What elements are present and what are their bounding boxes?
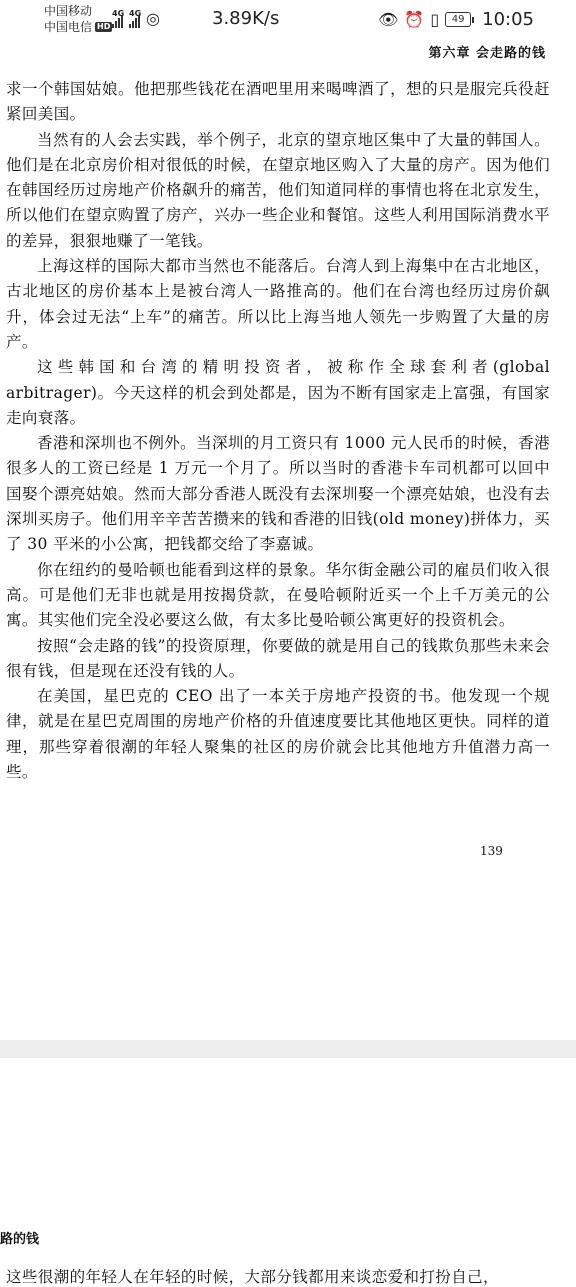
hotspot-icon: ◎ [146, 9, 160, 28]
carrier-2-label: 中国电信 [44, 20, 93, 34]
status-clock: 10:05 [482, 9, 534, 30]
paragraph: 求一个韩国姑娘。他把那些钱花在酒吧里用来喝啤酒了，想的只是服完兵役赶紧回美国。 [6, 80, 550, 124]
next-page-first-line: 这些很潮的年轻人在年轻的时候，大部分钱都用来谈恋爱和打扮自己， [6, 1268, 499, 1286]
eye-icon: 👁 [378, 10, 399, 29]
alarm-icon: ⏰ [404, 10, 425, 29]
page-number: 139 [480, 844, 503, 858]
battery-level: 49 [445, 12, 471, 27]
carrier-1-label: 中国移动 [44, 4, 93, 18]
signal-1-network-label: 4G [112, 9, 125, 18]
paragraph: 这些韩国和台湾的精明投资者，被称作全球套利者(global arbitrager)。今天这样的机会到处都是，因为不断有国家走上富强，有国家走向衰落。 [6, 358, 550, 427]
paragraph: 在美国，星巴克的 CEO 出了一本关于房地产投资的书。他发现一个规律，就是在星巴克周围的房地产价格的升值速度要比其他地区更快。同样的道理，那些穿着很潮的年轻人聚集的社区的房价就会比其他地方升值潜力高一些。 [6, 687, 550, 782]
page-divider [0, 1040, 576, 1058]
vibrate-icon: ▯ [430, 10, 440, 29]
signal-icon [129, 9, 142, 28]
signal-icon [112, 9, 125, 28]
next-page-header: 路的钱 [0, 1232, 40, 1247]
paragraph: 香港和深圳也不例外。当深圳的月工资只有 1000 元人民币的时候，香港很多人的工资已经是 1 万元一个月了。所以当时的香港卡车司机都可以回中国娶个漂亮姑娘。然而大部分香港人既没有去深圳娶一个漂亮姑娘，也没有去深圳买房子。他们用辛辛苦苦攒来的钱和香港的旧钱(old money)拼体力，买了 30 平米的小公寓，把钱都交给了李嘉诚。 [6, 434, 550, 554]
signal-2-network-label: 4G [129, 9, 142, 18]
paragraph: 当然有的人会去实践，举个例子，北京的望京地区集中了大量的韩国人。他们是在北京房价相对很低的时候，在望京地区购入了大量的房产。因为他们在韩国经历过房地产价格飙升的痛苦，他们知道同样的事情也将在北京发生，所以他们在望京购置了房产，兴办一些企业和餐馆。这些人利用国际消费水平的差异，狠狠地赚了一笔钱。 [6, 130, 550, 250]
signal-indicators [112, 10, 160, 28]
network-speed: 3.89K/s [212, 8, 280, 29]
carrier-info [44, 3, 112, 35]
paragraph: 按照“会走路的钱”的投资原理，你要做的就是用自己的钱欺负那些未来会很有钱，但是现在还没有钱的人。 [6, 636, 550, 680]
chapter-header: 第六章 会走路的钱 [428, 46, 546, 61]
hd-badge: HD [97, 22, 111, 31]
paragraph: 上海这样的国际大都市当然也不能落后。台湾人到上海集中在古北地区，古北地区的房价基本上是被台湾人一路推高的。他们在台湾也经历过房价飙升，体会过无法“上车”的痛苦。所以比上海当地人领先一步购置了大量的房产。 [6, 257, 550, 351]
battery-icon [445, 12, 474, 27]
book-page[interactable] [6, 77, 550, 785]
status-bar [0, 0, 576, 40]
paragraph: 你在纽约的曼哈顿也能看到这样的景象。华尔街金融公司的雇员们收入很高。可是他们无非也就是用按揭贷款，在曼哈顿附近买一个上千万美元的公寓。其实他们完全没必要这么做，有太多比曼哈顿公寓更好的投资机会。 [6, 560, 550, 630]
status-right-group [378, 9, 534, 30]
